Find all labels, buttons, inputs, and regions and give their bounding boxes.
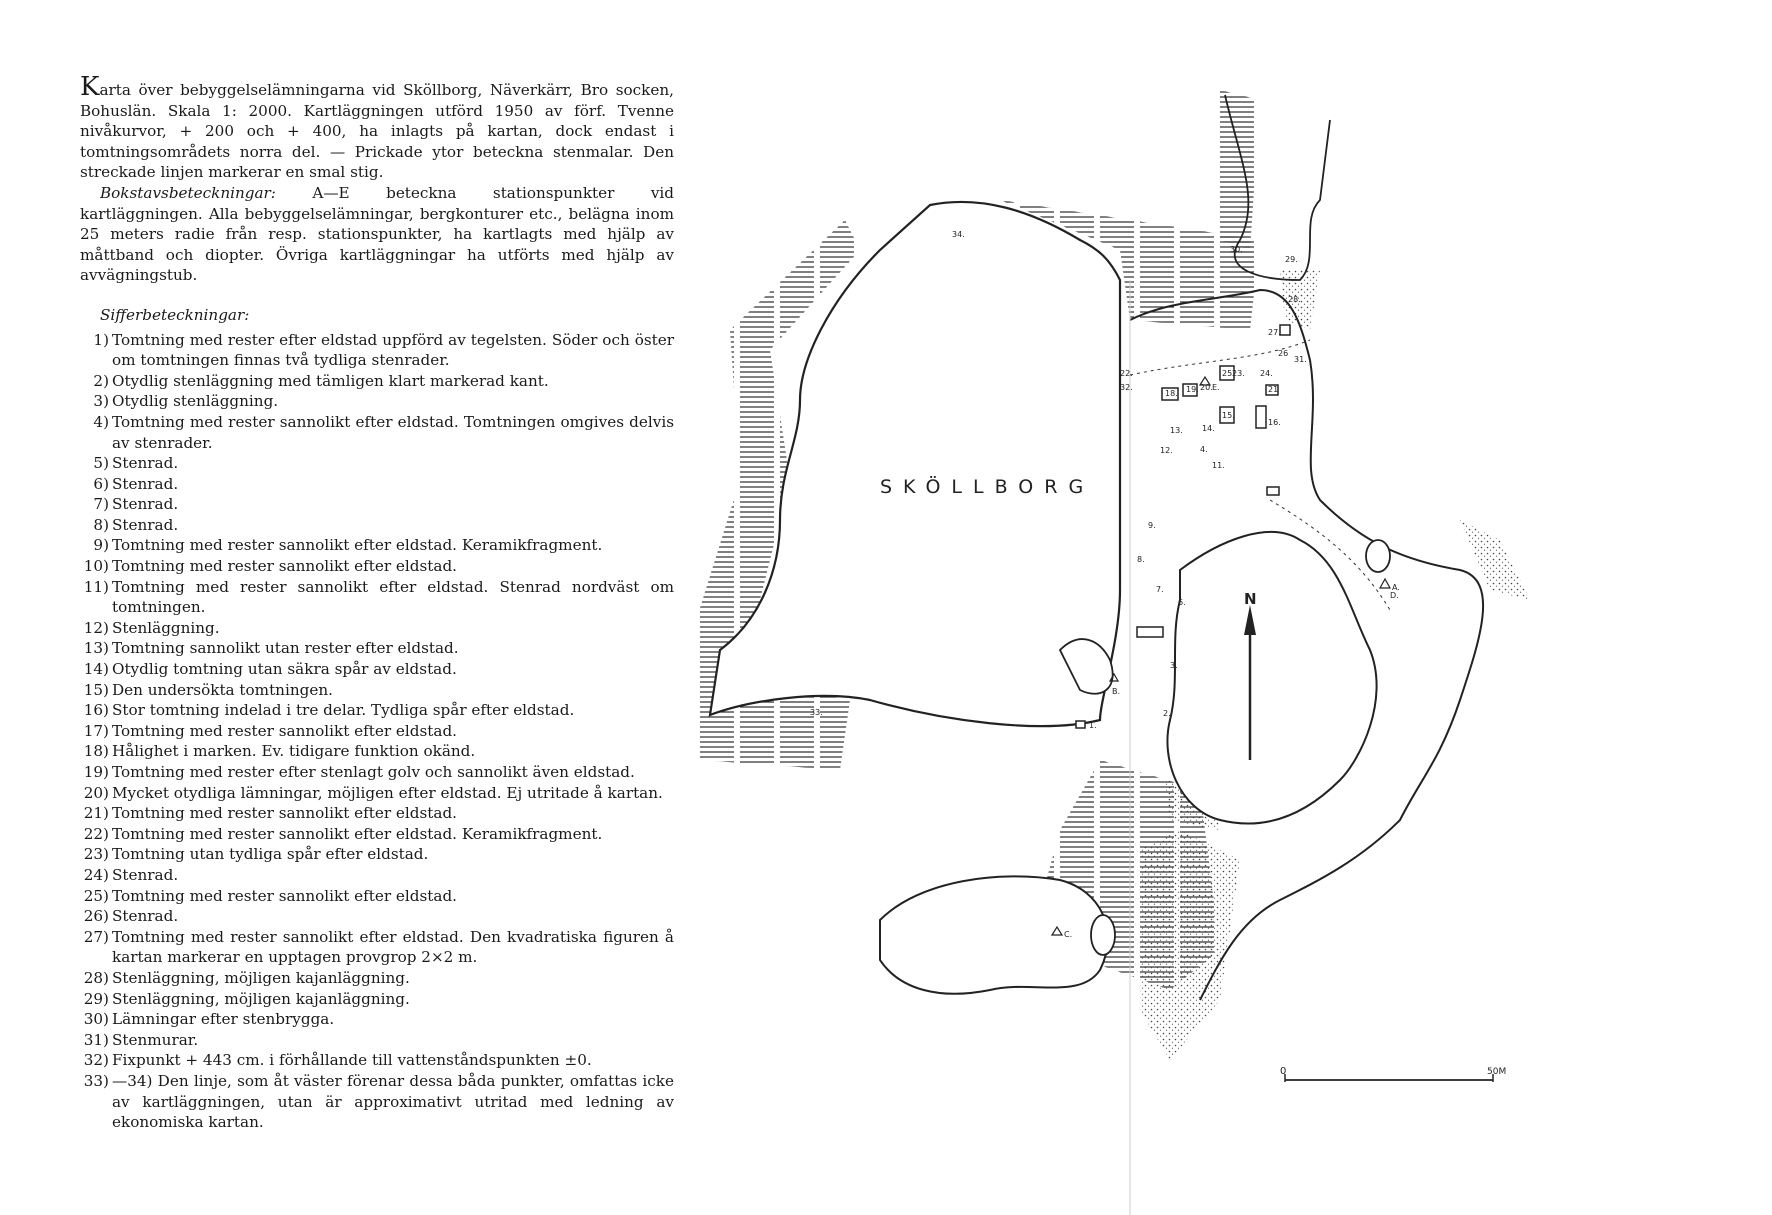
feature-label: 1. (1089, 721, 1097, 730)
legend-item (80, 886, 674, 907)
feature-label: 26 (1278, 349, 1289, 358)
scale-bar (1280, 1066, 1506, 1082)
legend-item-number: 17) (83, 721, 109, 740)
scale-start-label: 0 (1280, 1066, 1287, 1077)
legend-item-number: 12) (83, 618, 109, 637)
legend-item-text: Tomtning med rester sannolikt efter eldstad. (112, 804, 457, 823)
legend-item-text: Hålighet i marken. Ev. tidigare funktion okänd. (112, 742, 476, 761)
feature-label: 19. (1186, 385, 1199, 394)
legend-item-text: Stenrad. (112, 907, 179, 926)
feature-label: 32. (1120, 383, 1133, 392)
legend-item-text: Tomtning med rester sannolikt efter eldstad. Stenrad nordväst om tomtningen. (112, 577, 674, 617)
caption-intro (80, 72, 674, 183)
legend-item (80, 1030, 674, 1051)
legend-item (80, 721, 674, 742)
legend-item-number: 30) (83, 1010, 109, 1029)
station-a-triangle (1380, 579, 1390, 588)
legend-item-text: Stenrad. (112, 865, 179, 884)
legend-item-number: 27) (83, 927, 109, 946)
legend-item (80, 638, 674, 659)
legend-item-number: 24) (83, 865, 109, 884)
legend-item (80, 989, 674, 1010)
legend-item (80, 783, 674, 804)
legend-item (80, 494, 674, 515)
legend-item-text: Otydlig stenläggning. (112, 392, 279, 411)
legend-item-text: Tomtning sannolikt utan rester efter eldstad. (112, 639, 459, 658)
ruin-16 (1256, 406, 1266, 428)
feature-label: 14. (1202, 424, 1215, 433)
legend-item-text: Tomtning med rester sannolikt efter eldstad. (112, 886, 457, 905)
legend-item (80, 803, 674, 824)
legend-item-number: 25) (83, 886, 109, 905)
legend-item-number: 18) (83, 742, 109, 761)
legend-item-text: Tomtning med rester sannolikt efter eldstad. (112, 721, 457, 740)
legend-item-number: 3) (93, 392, 109, 411)
legend-item-text: Stenrad. (112, 515, 179, 534)
legend-item-number: 26) (83, 907, 109, 926)
legend-item (80, 556, 674, 577)
rock-d-outline (1366, 540, 1390, 572)
legend-item-number: 9) (93, 536, 109, 555)
feature-label: 29. (1285, 255, 1298, 264)
legend-item (80, 865, 674, 886)
legend-item (80, 577, 674, 618)
legend-item (80, 1050, 674, 1071)
feature-label: 4. (1200, 445, 1208, 454)
legend-item-text: Fixpunkt + 443 cm. i förhållande till vattenståndspunkten ±0. (112, 1051, 592, 1070)
legend-item-text: Stenläggning, möjligen kajanläggning. (112, 989, 410, 1008)
feature-label: 15. (1222, 411, 1235, 420)
station-e-label: E. (1212, 383, 1220, 392)
map-caption (80, 72, 675, 1133)
legend-item-text: Otydlig stenläggning med tämligen klart markerad kant. (112, 371, 549, 390)
scale-end-label: 50M (1487, 1067, 1507, 1077)
legend-item-number: 22) (83, 824, 109, 843)
feature-label: 23. (1232, 369, 1245, 378)
legend-item-text: Mycket otydliga lämningar, möjligen efter eldstad. Ej utritade å kartan. (112, 783, 663, 802)
legend-item-number: 2) (93, 371, 109, 390)
feature-label: 28. (1288, 295, 1301, 304)
ruin-27 (1280, 325, 1290, 335)
legend-item (80, 844, 674, 865)
legend-item-number: 11) (83, 577, 109, 596)
legend-item-number: 33) (83, 1071, 109, 1090)
station-b-label: B. (1112, 687, 1121, 696)
legend-item (80, 371, 674, 392)
legend-item (80, 391, 674, 412)
feature-label: 11. (1212, 461, 1225, 470)
legend-item (80, 453, 674, 474)
feature-label: 20. (1200, 383, 1213, 392)
legend-item-number: 4) (93, 412, 109, 431)
legend-item (80, 1071, 674, 1133)
feature-label: 31. (1294, 355, 1307, 364)
legend-item-text: Den undersökta tomtningen. (112, 680, 333, 699)
legend-item (80, 968, 674, 989)
southeast-island-outline (1167, 532, 1376, 824)
legend-item-number: 6) (93, 474, 109, 493)
feature-label: 13. (1170, 426, 1183, 435)
legend-item-number: 7) (93, 495, 109, 514)
feature-label: 27. (1268, 328, 1281, 337)
legend-item (80, 1009, 674, 1030)
ruin-1 (1076, 721, 1085, 728)
legend-item-text: Stenrad. (112, 454, 179, 473)
legend-item-number: 21) (83, 804, 109, 823)
legend-item-number: 32) (83, 1051, 109, 1070)
ruin-4 (1137, 627, 1163, 637)
legend-item (80, 618, 674, 639)
legend-item-text: Stenrad. (112, 495, 179, 514)
legend-item-text: Tomtning med rester efter eldstad uppförd av tegelsten. Söder och öster om tomtningen finnas två tydliga stenrader. (112, 330, 674, 370)
legend-item-text: Tomtning utan tydliga spår efter eldstad. (112, 845, 429, 864)
caption-intro-text: arta över bebyggelselämningarna vid Sköllborg, Näverkärr, Bro socken, Bohuslän. Skala 1: 2000. Kartläggningen utförd 1950 av förf. Tvenne nivåkurvor, + 200 och + 400, ha inlagts på kartan, dock endast i tomtningsområdets norra del. — Prickade ytor beteckna stenmalar. Den streckade linjen markerar en smal stig. (80, 81, 674, 182)
legend-item-number: 10) (83, 557, 109, 576)
feature-label: 3. (1170, 661, 1178, 670)
feature-label: 30. (1230, 245, 1243, 254)
legend-item (80, 700, 674, 721)
legend-item-text: Tomtning med rester sannolikt efter eldstad. (112, 557, 457, 576)
legend-item-text: Tomtning med rester sannolikt efter eldstad. Keramikfragment. (112, 536, 603, 555)
feature-label: 21 (1268, 385, 1279, 394)
legend-item-text: Tomtning med rester sannolikt efter eldstad. Tomtningen omgives delvis av stenrader. (112, 412, 674, 452)
legend-item-text: Tomtning med rester efter stenlagt golv och sannolikt även eldstad. (112, 763, 635, 781)
legend-item (80, 741, 674, 762)
legend-item-text: Stenläggning, möjligen kajanläggning. (112, 968, 410, 987)
legend-item-number: 19) (83, 763, 109, 781)
legend-item-number: 8) (93, 515, 109, 534)
caption-letters (80, 183, 674, 286)
legend-item (80, 680, 674, 701)
legend-item-text: Otydlig tomtning utan säkra spår av eldstad. (112, 660, 457, 679)
legend-item (80, 927, 674, 968)
legend-item-number: 20) (83, 783, 109, 802)
legend-item (80, 906, 674, 927)
feature-label: 25. (1222, 369, 1235, 378)
feature-label: 9. (1148, 521, 1156, 530)
feature-label: 33. (810, 708, 823, 717)
legend-item (80, 515, 674, 536)
north-arrow-label: N (1244, 590, 1257, 608)
legend-item-number: 28) (83, 968, 109, 987)
place-name: SKÖLLBORG (880, 476, 1095, 498)
legend-item-text: Stenmurar. (112, 1030, 199, 1049)
legend-item-text: Tomtning med rester sannolikt efter eldstad. Den kvadratiska figuren å kartan markerar en upptagen provgrop 2×2 m. (112, 927, 674, 967)
numbers-heading: Sifferbeteckningar: (100, 305, 250, 324)
legend-list (80, 330, 674, 1133)
station-c-label: C. (1064, 930, 1073, 939)
letters-text: A—E beteckna stationspunkter vid kartläggningen. Alla bebyggelselämningar, bergkonturer etc., belägna inom 25 meters radie från resp. stationspunkter, ha kartlagts med hjälp av måttband och diopter. Övriga kartläggningar ha utförts med hjälp av avvägningstub. (80, 183, 675, 285)
feature-label: 34. (952, 230, 965, 239)
south-island-outline (880, 876, 1108, 993)
legend-item (80, 412, 674, 453)
legend-item-text: —34) Den linje, som åt väster förenar dessa båda punkter, omfattas icke av kartläggningen, utan är approximativt utritad med ledning av ekonomiska kartan. (112, 1071, 674, 1132)
feature-label: 12. (1160, 446, 1173, 455)
feature-label: 8. (1137, 555, 1145, 564)
feature-label: 7. (1156, 585, 1164, 594)
legend-item-text: Lämningar efter stenbrygga. (112, 1010, 335, 1029)
legend-item-text: Tomtning med rester sannolikt efter eldstad. Keramikfragment. (112, 824, 603, 843)
legend-item-number: 1) (93, 330, 109, 349)
station-a-label: A. (1392, 583, 1400, 592)
rock-c-outline (1091, 915, 1115, 955)
legend-item-number: 13) (83, 639, 109, 658)
legend-item-number: 29) (83, 989, 109, 1008)
letters-heading: Bokstavsbeteckningar: (100, 183, 276, 202)
feature-label: 16. (1268, 418, 1281, 427)
feature-label: 2. (1163, 709, 1171, 718)
legend-item-number: 16) (83, 701, 109, 720)
feature-label: 18. (1165, 389, 1178, 398)
feature-label: 24. (1260, 369, 1273, 378)
legend-item-text: Stor tomtning indelad i tre delar. Tydliga spår efter eldstad. (112, 701, 575, 720)
feature-label: 6. (1178, 598, 1186, 607)
legend-item (80, 824, 674, 845)
caption-initial: K (80, 72, 100, 102)
legend-item (80, 762, 674, 783)
legend-item-text: Stenläggning. (112, 618, 220, 637)
legend-item (80, 474, 674, 495)
legend-item (80, 659, 674, 680)
feature-label: 22. (1120, 369, 1133, 378)
site-map (700, 0, 1772, 1215)
legend-item-number: 15) (83, 680, 109, 699)
legend-item-number: 14) (83, 660, 109, 679)
legend-item-number: 31) (83, 1030, 109, 1049)
legend-item-number: 5) (93, 454, 109, 473)
ruin-10 (1267, 487, 1279, 495)
station-d-label: D. (1390, 591, 1399, 600)
legend-item (80, 330, 674, 371)
legend-item-text: Stenrad. (112, 474, 179, 493)
legend-item-number: 23) (83, 845, 109, 864)
legend-item (80, 535, 674, 556)
